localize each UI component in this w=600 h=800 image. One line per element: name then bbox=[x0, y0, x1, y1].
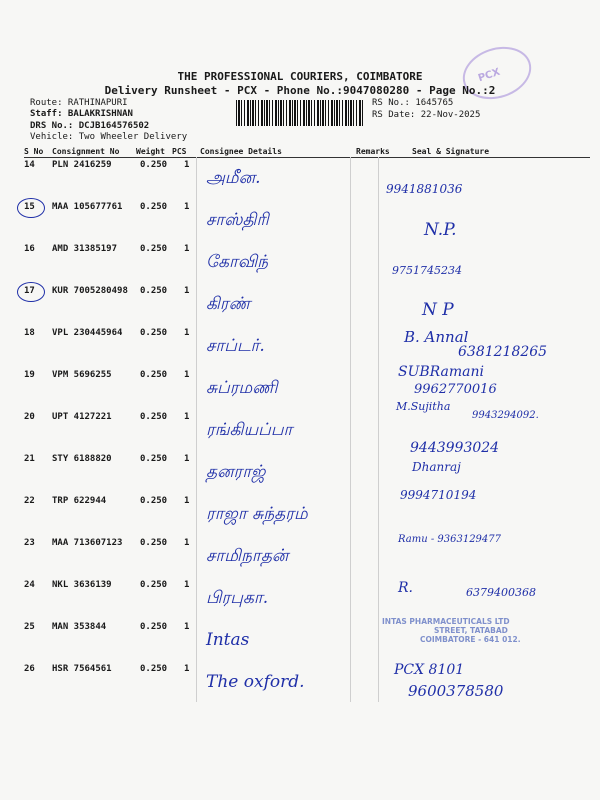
row-sno: 25 bbox=[24, 622, 35, 632]
row-consignee-handwriting: The oxford. bbox=[206, 672, 305, 692]
row-pcs: 1 bbox=[184, 580, 190, 590]
row-consignee-handwriting: சாஸ்திரி bbox=[206, 210, 269, 230]
col-header-seal: Seal & Signature bbox=[412, 147, 490, 156]
row-sno: 20 bbox=[24, 412, 35, 422]
row-weight: 0.250 bbox=[140, 370, 168, 380]
row-pcs: 1 bbox=[184, 538, 190, 548]
header-divider bbox=[24, 157, 590, 158]
row-pcs: 1 bbox=[184, 412, 190, 422]
row-signature: 9443993024 bbox=[410, 440, 500, 456]
pcx-stamp-text: PCX bbox=[476, 66, 502, 85]
row-consignee-handwriting: சாப்டர். bbox=[206, 336, 265, 356]
row-consignment: MAN 353844 bbox=[52, 622, 107, 632]
col-header-remarks: Remarks bbox=[356, 147, 390, 156]
drs-label: DRS No.: DCJB164576502 bbox=[30, 121, 150, 131]
row-pcs: 1 bbox=[184, 664, 190, 674]
row-weight: 0.250 bbox=[140, 202, 168, 212]
row-signature: PCX 8101 bbox=[394, 662, 465, 678]
row-signature-line-2: 9600378580 bbox=[408, 682, 504, 700]
row-signature: SUBRamani bbox=[398, 364, 485, 380]
row-weight: 0.250 bbox=[140, 622, 168, 632]
row-sno: 23 bbox=[24, 538, 35, 548]
col-header-pcs: PCS bbox=[172, 147, 187, 156]
row-consignee-handwriting: அமீன. bbox=[206, 168, 261, 188]
row-consignment: AMD 31385197 bbox=[52, 244, 118, 254]
company-seal-line-2: STREET, TATABAD bbox=[434, 626, 508, 635]
row-weight: 0.250 bbox=[140, 538, 168, 548]
row-signature: Ramu - 9363129477 bbox=[398, 534, 502, 545]
row-signature: M.Sujitha bbox=[396, 400, 451, 413]
row-signature-line-2: 9962770016 bbox=[414, 382, 497, 397]
row-consignee-handwriting: சுப்ரமணி bbox=[206, 378, 278, 398]
staff-label: Staff: BALAKRISHNAN bbox=[30, 109, 133, 119]
row-consignee-handwriting: ரங்கியப்பா bbox=[206, 420, 293, 440]
row-consignment: UPT 4127221 bbox=[52, 412, 112, 422]
row-consignee-handwriting: தனராஜ் bbox=[206, 462, 266, 482]
row-consignment: PLN 2416259 bbox=[52, 160, 112, 170]
runsheet-title: Delivery Runsheet - PCX - Phone No.:9047080280 - Page No.:2 bbox=[104, 84, 496, 97]
consignee-column-divider bbox=[196, 157, 197, 702]
col-header-consignee: Consignee Details bbox=[200, 147, 282, 156]
row-consignment: NKL 3636139 bbox=[52, 580, 112, 590]
row-pcs: 1 bbox=[184, 244, 190, 254]
row-pcs: 1 bbox=[184, 370, 190, 380]
row-signature: N.P. bbox=[424, 220, 457, 240]
row-weight: 0.250 bbox=[140, 160, 168, 170]
row-number-circle-mark bbox=[17, 198, 45, 218]
row-consignee-handwriting: பிரபுகா. bbox=[206, 588, 269, 608]
row-pcs: 1 bbox=[184, 496, 190, 506]
row-weight: 0.250 bbox=[140, 664, 168, 674]
seal-column-divider bbox=[378, 157, 379, 702]
row-sno: 26 bbox=[24, 664, 35, 674]
barcode bbox=[236, 100, 364, 126]
row-consignment: STY 6188820 bbox=[52, 454, 112, 464]
row-signature: 9941881036 bbox=[386, 182, 463, 196]
row-consignee-handwriting: கோவிந் bbox=[206, 252, 269, 272]
vehicle-label: Vehicle: Two Wheeler Delivery bbox=[30, 132, 188, 142]
row-consignment: MAA 713607123 bbox=[52, 538, 123, 548]
row-sno: 14 bbox=[24, 160, 35, 170]
row-signature-line-2: 6379400368 bbox=[466, 586, 536, 599]
col-header-weight: Weight bbox=[136, 147, 165, 156]
row-number-circle-mark bbox=[17, 282, 45, 302]
row-pcs: 1 bbox=[184, 328, 190, 338]
row-consignee-handwriting: ராஜா சுந்தரம் bbox=[206, 504, 308, 524]
route-label: Route: RATHINAPURI bbox=[30, 98, 128, 108]
row-consignment: HSR 7564561 bbox=[52, 664, 112, 674]
row-consignee-handwriting: சாமிநாதன் bbox=[206, 546, 289, 566]
row-pcs: 1 bbox=[184, 202, 190, 212]
row-sno: 15 bbox=[24, 202, 35, 212]
row-signature: R. bbox=[398, 580, 413, 596]
row-sno: 22 bbox=[24, 496, 35, 506]
row-consignment: TRP 622944 bbox=[52, 496, 107, 506]
row-weight: 0.250 bbox=[140, 328, 168, 338]
row-signature: N P bbox=[422, 300, 454, 320]
row-weight: 0.250 bbox=[140, 454, 168, 464]
col-header-sno: S No bbox=[24, 147, 44, 156]
row-weight: 0.250 bbox=[140, 244, 168, 254]
col-header-consignment: Consignment No bbox=[52, 147, 120, 156]
row-consignment: KUR 7005280498 bbox=[52, 286, 128, 296]
row-consignment: MAA 105677761 bbox=[52, 202, 123, 212]
remarks-column-divider bbox=[350, 157, 351, 702]
rs-number: RS No.: 1645765 bbox=[372, 98, 454, 108]
row-sno: 21 bbox=[24, 454, 35, 464]
row-consignee-handwriting: கிரண் bbox=[206, 294, 251, 314]
row-weight: 0.250 bbox=[140, 412, 168, 422]
row-pcs: 1 bbox=[184, 622, 190, 632]
row-signature-line-2: 6381218265 bbox=[458, 344, 548, 360]
row-signature: 9751745234 bbox=[392, 264, 462, 277]
row-sno: 17 bbox=[24, 286, 35, 296]
row-pcs: 1 bbox=[184, 286, 190, 296]
row-signature-line-2: Dhanraj bbox=[412, 460, 461, 474]
row-consignment: VPL 230445964 bbox=[52, 328, 123, 338]
row-sno: 18 bbox=[24, 328, 35, 338]
company-seal-line-1: INTAS PHARMACEUTICALS LTD bbox=[382, 617, 510, 626]
row-signature: 9994710194 bbox=[400, 488, 477, 502]
row-sno: 19 bbox=[24, 370, 35, 380]
row-pcs: 1 bbox=[184, 160, 190, 170]
row-weight: 0.250 bbox=[140, 580, 168, 590]
row-consignment: VPM 5696255 bbox=[52, 370, 112, 380]
rs-date: RS Date: 22-Nov-2025 bbox=[372, 110, 481, 120]
row-sno: 16 bbox=[24, 244, 35, 254]
row-weight: 0.250 bbox=[140, 286, 168, 296]
row-sno: 24 bbox=[24, 580, 35, 590]
company-seal-stamp bbox=[382, 617, 560, 644]
row-weight: 0.250 bbox=[140, 496, 168, 506]
row-pcs: 1 bbox=[184, 454, 190, 464]
row-consignee-handwriting: Intas bbox=[206, 630, 250, 650]
company-seal-line-3: COIMBATORE - 641 012. bbox=[420, 635, 521, 644]
row-signature: B. Annal bbox=[404, 328, 469, 346]
row-signature-line-2: 9943294092. bbox=[472, 410, 539, 421]
company-title: THE PROFESSIONAL COURIERS, COIMBATORE bbox=[177, 70, 423, 83]
